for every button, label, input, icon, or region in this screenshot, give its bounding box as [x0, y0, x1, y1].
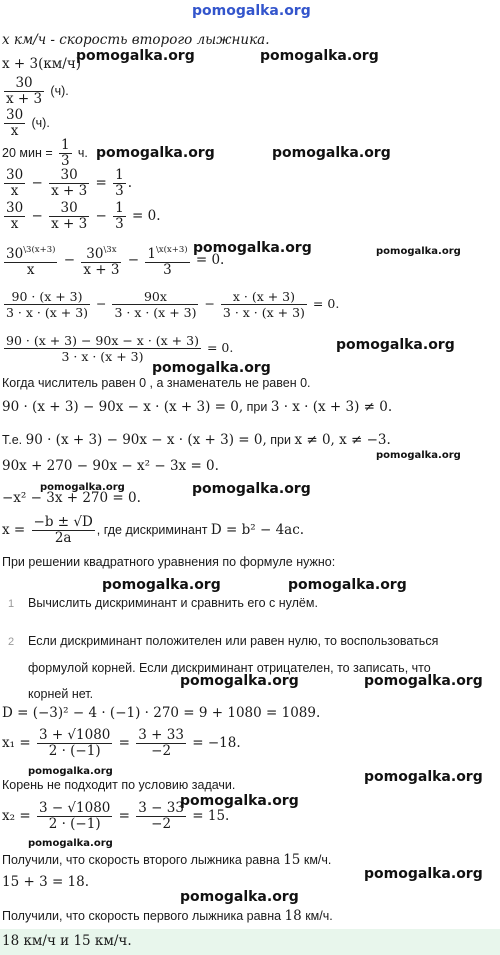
- line-first-speed-calc: 15 + 3 = 18.: [2, 874, 90, 890]
- denominator-neq: 3 · x · (x + 3) ≠ 0.: [270, 399, 393, 415]
- denominator: 3: [115, 183, 124, 199]
- watermark: pomogalka.org: [364, 866, 483, 882]
- fraction: [32, 515, 95, 546]
- line-second-speed-result: [2, 852, 331, 868]
- denominator: x: [10, 123, 19, 139]
- watermark: pomogalka.org: [152, 360, 271, 376]
- unit: км/ч.: [301, 909, 333, 923]
- equals-zero: = 0.: [132, 208, 161, 224]
- fraction: [136, 728, 186, 759]
- fraction: [145, 243, 189, 278]
- denominator: x + 3: [6, 91, 43, 107]
- line-time-first: [2, 76, 69, 107]
- watermark: pomogalka.org: [364, 673, 483, 689]
- fraction: [136, 801, 186, 832]
- step-1: [8, 596, 318, 610]
- watermark: pomogalka.org: [28, 766, 113, 777]
- multiplier: \3(x+3): [23, 245, 56, 255]
- fraction: [37, 728, 112, 759]
- text: x₁ =: [2, 735, 31, 751]
- line-first-speed-result: [2, 908, 333, 924]
- line-expanded: 90x + 270 − 90x − x² − 3x = 0.: [2, 458, 219, 474]
- step-2: [8, 628, 438, 707]
- watermark: pomogalka.org: [364, 769, 483, 785]
- denominator: 2 · (−1): [48, 816, 101, 832]
- equals-zero: = 0.: [206, 340, 234, 355]
- multiplier: \3x: [103, 245, 117, 255]
- denominator: 2 · (−1): [48, 743, 101, 759]
- numerator: 30: [49, 201, 89, 217]
- denominator: 2a: [54, 530, 72, 546]
- fraction: [221, 289, 307, 320]
- text: , где дискриминант: [96, 523, 211, 537]
- text: x =: [2, 522, 26, 538]
- denominator: x + 3: [83, 262, 120, 278]
- fraction: [4, 168, 25, 199]
- text: при: [266, 433, 295, 447]
- denominator: 3 · x · (x + 3): [61, 349, 144, 364]
- equation-4-common: $\frac{90 \cdot (x + 3)}{3 \cdot x \cdot (x + 3)}$ − $\frac{90x}{3 \cdot x \cdot (x + 3)}$ − $\frac{x \cdot (x + 3)}{3 \cdot x \cdot (x + 3)}$ = 0.: [6, 289, 340, 320]
- watermark: pomogalka.org: [180, 793, 299, 809]
- unit: км/ч.: [300, 853, 332, 867]
- numerator: 90 · (x + 3): [4, 289, 90, 305]
- answer-box: [0, 929, 500, 955]
- numerator: 3 − √1080: [38, 800, 111, 816]
- denominator: x: [26, 262, 35, 278]
- step-text: Если дискриминант положителен или равен нулю, то воспользоваться: [28, 634, 439, 648]
- num-value: 30: [86, 246, 104, 262]
- equation-3-multipliers: $\frac{30^{\backslash 3(x+3)}}{x}$ − $\frac{30^{\backslash 3x}}{x + 3}$ − $\frac{1^{\backslash x(x+3)}}{3}$ = 0.: [6, 245, 225, 278]
- step-text-line: формулой корней. Если дискриминант отрицателен, то записать, что: [28, 661, 431, 675]
- restrictions: x ≠ 0, x ≠ −3.: [294, 432, 391, 448]
- discriminant-formula: D = b² − 4ac.: [210, 522, 305, 538]
- watermark: pomogalka.org: [376, 450, 461, 461]
- text: Т.е.: [2, 433, 26, 447]
- numerator: x · (x + 3): [221, 289, 307, 305]
- line-root-1: x₁ = $\frac{3 + √1080}{2 \cdot (-1)}$ = $\frac{3 + 33}{-2}$ = −18.: [2, 727, 241, 759]
- denominator: 3: [60, 153, 70, 169]
- fraction: [112, 289, 198, 320]
- text: 20 мин =: [2, 146, 53, 160]
- answer-text: 18 км/ч и 15 км/ч.: [2, 933, 132, 949]
- line-condition-text: Когда числитель равен 0 , а знаменатель не равен 0.: [2, 376, 311, 390]
- value: 15: [283, 852, 301, 868]
- watermark: pomogalka.org: [40, 482, 125, 493]
- result: = −18.: [192, 735, 241, 751]
- line-discriminant: D = (−3)² − 4 · (−1) · 270 = 9 + 1080 = 1089.: [2, 705, 321, 721]
- fraction: [81, 243, 121, 278]
- step-number: 1: [8, 598, 15, 610]
- line-formula: [2, 515, 304, 546]
- fraction: [113, 168, 126, 199]
- watermark: pomogalka.org: [28, 838, 113, 849]
- multiplier: \x(x+3): [155, 245, 188, 255]
- denominator: x + 3: [51, 183, 88, 199]
- fraction: [113, 201, 126, 232]
- line-first-speed: x + 3(км/ч): [2, 56, 82, 72]
- fraction: [49, 201, 89, 232]
- denominator: x + 3: [51, 216, 88, 232]
- step-text: Вычислить дискриминант и сравнить его с нулём.: [28, 596, 318, 610]
- denominator: 3 · x · (x + 3): [114, 305, 197, 320]
- equation-2: $\frac{30}{x}$ − $\frac{30}{x + 3}$ − $\frac{1}{3}$ = 0.: [6, 200, 161, 232]
- numerator: 3 + √1080: [38, 727, 111, 743]
- watermark: pomogalka.org: [288, 577, 407, 593]
- num-value: 1: [147, 246, 156, 262]
- denominator: x: [10, 216, 19, 232]
- numerator: [81, 243, 121, 263]
- fraction: [49, 168, 89, 199]
- text: x₂ =: [2, 808, 31, 824]
- numerator: 90 · (x + 3) − 90x − x · (x + 3): [6, 333, 199, 348]
- line-algorithm-intro: При решении квадратного уравнения по формуле нужно:: [2, 555, 336, 569]
- watermark: pomogalka.org: [336, 337, 455, 353]
- fraction: [4, 201, 25, 232]
- numerator: 30: [6, 167, 24, 183]
- line-root-2: x₂ = $\frac{3 - √1080}{2 \cdot (-1)}$ = $\frac{3 - 33}{-2}$ = 15.: [2, 800, 230, 832]
- fraction: [4, 289, 90, 320]
- text: при: [243, 400, 271, 414]
- watermark: pomogalka.org: [102, 577, 221, 593]
- watermark: pomogalka.org: [260, 48, 379, 64]
- text: Получили, что скорость первого лыжника равна: [2, 909, 285, 923]
- line-variable-definition: [2, 32, 270, 48]
- fraction: [4, 243, 57, 278]
- step-number: 2: [8, 636, 15, 648]
- equals-zero: = 0.: [195, 252, 225, 268]
- numerator: 30: [4, 76, 44, 92]
- value: 18: [284, 908, 302, 924]
- site-header-logo[interactable]: pomogalka.org: [192, 3, 311, 19]
- line-time-second: [2, 108, 50, 139]
- watermark: pomogalka.org: [376, 246, 461, 257]
- fraction: [37, 801, 112, 832]
- numerator: −b ± √D: [33, 514, 93, 530]
- equation-1: $\frac{30}{x}$ − $\frac{30}{x + 3}$ = $\frac{1}{3}$ .: [6, 167, 132, 199]
- var-x: x км/ч - скорость второго лыжника.: [2, 32, 270, 48]
- equals-zero: = 0.: [312, 296, 340, 311]
- watermark: pomogalka.org: [192, 481, 311, 497]
- watermark: pomogalka.org: [193, 240, 312, 256]
- line-restrictions: [2, 432, 391, 448]
- numerator-eq: 90 · (x + 3) − 90x − x · (x + 3) = 0,: [2, 399, 244, 415]
- denominator: 3: [163, 262, 172, 278]
- numerator: 1: [115, 200, 124, 216]
- numerator: 3 + 33: [138, 727, 184, 743]
- numerator-eq: 90 · (x + 3) − 90x − x · (x + 3) = 0,: [25, 432, 267, 448]
- unit: ч.: [77, 146, 88, 160]
- fraction: [4, 76, 44, 107]
- line-twenty-minutes: [2, 138, 88, 169]
- watermark: pomogalka.org: [180, 673, 299, 689]
- result: = 15.: [192, 808, 230, 824]
- numerator: 1: [115, 167, 124, 183]
- step-text-line: корней нет.: [28, 687, 94, 701]
- unit: (ч).: [31, 116, 50, 130]
- denominator: 3 · x · (x + 3): [6, 305, 89, 320]
- denominator: 3 · x · (x + 3): [222, 305, 305, 320]
- watermark: pomogalka.org: [272, 145, 391, 161]
- unit: (ч).: [50, 84, 69, 98]
- numerator: 30: [6, 200, 24, 216]
- watermark: pomogalka.org: [180, 889, 299, 905]
- numerator: 30: [49, 168, 89, 184]
- numerator: 30: [6, 107, 24, 123]
- denominator: −2: [151, 816, 172, 832]
- denominator: −2: [151, 743, 172, 759]
- line-root-rejected: Корень не подходит по условию задачи.: [2, 778, 236, 792]
- numerator: 1: [60, 137, 70, 153]
- denominator: 3: [115, 216, 124, 232]
- denominator: x: [10, 183, 19, 199]
- numerator: [4, 243, 57, 263]
- watermark: pomogalka.org: [76, 48, 195, 64]
- text: Получили, что скорость второго лыжника равна: [2, 853, 284, 867]
- num-value: 30: [6, 246, 24, 262]
- fraction: [59, 138, 72, 169]
- line-quadratic: −x² − 3x + 270 = 0.: [2, 490, 141, 506]
- line-condition-equation: [2, 399, 392, 415]
- fraction: [4, 108, 25, 139]
- numerator: 3 − 33: [138, 800, 184, 816]
- numerator: 90x: [112, 289, 198, 305]
- numerator: [145, 243, 189, 263]
- watermark: pomogalka.org: [96, 145, 215, 161]
